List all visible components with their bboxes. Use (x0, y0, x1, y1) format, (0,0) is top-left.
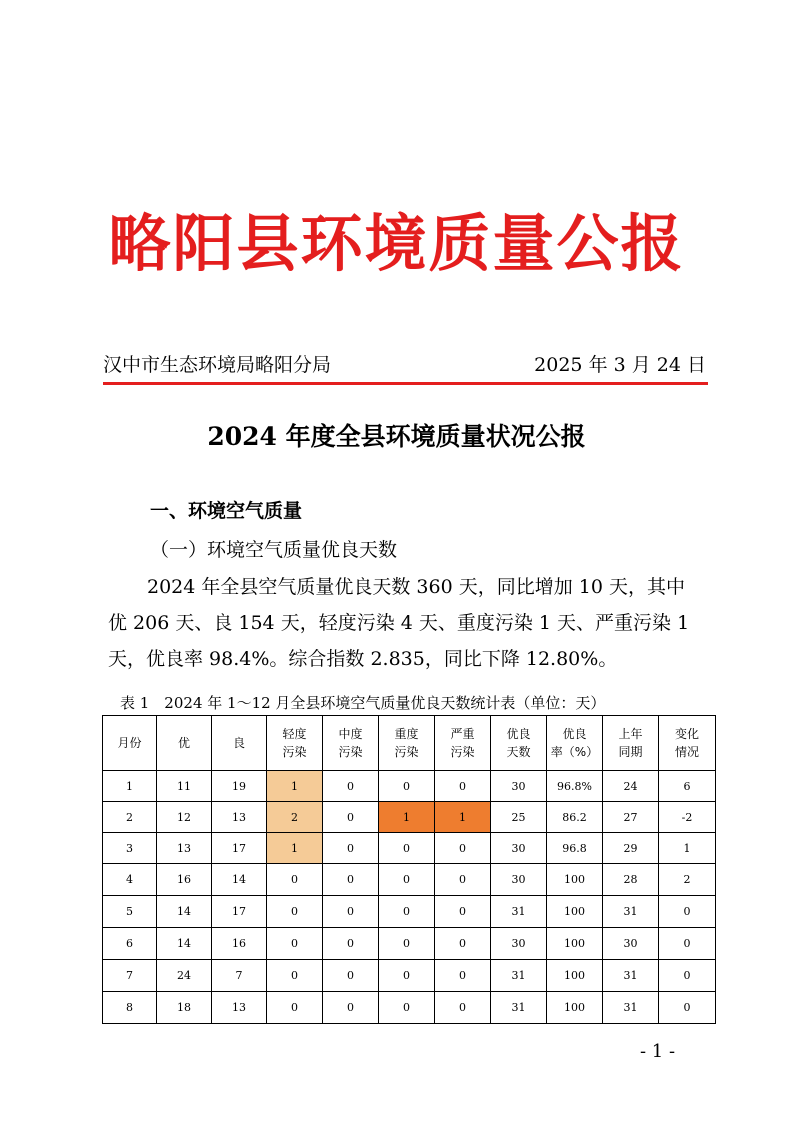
header-text: 情况 (674, 745, 699, 759)
table-header-cell (323, 716, 379, 771)
table-cell: -2 (659, 802, 716, 833)
table-cell: 24 (603, 771, 659, 802)
table-cell: 100 (547, 928, 603, 960)
table-cell: 100 (547, 960, 603, 992)
header-text: 月份 (117, 736, 142, 750)
section-heading: 一、环境空气质量 (150, 500, 303, 522)
table-cell: 0 (379, 771, 435, 802)
table-header-cell (379, 716, 435, 771)
table-row (103, 833, 716, 864)
table-cell: 31 (491, 960, 547, 992)
table-cell: 13 (212, 992, 267, 1024)
header-text: 污染 (338, 745, 363, 759)
table-cell: 96.8 (547, 833, 603, 864)
table-cell: 1 (267, 771, 323, 802)
header-text: 中度 (338, 727, 363, 741)
header-text: 同期 (618, 745, 643, 759)
table-cell: 16 (157, 864, 212, 896)
table-cell: 7 (103, 960, 157, 992)
table-cell: 24 (157, 960, 212, 992)
table-cell: 7 (212, 960, 267, 992)
header-text: 率（%） (550, 745, 599, 759)
table-cell: 100 (547, 864, 603, 896)
table-cell: 2 (103, 802, 157, 833)
air-quality-table (102, 715, 716, 1024)
table-cell: 11 (157, 771, 212, 802)
table-header-cell (212, 716, 267, 771)
header-text: 变化 (674, 727, 699, 741)
header-text: 重度 (394, 727, 419, 741)
table-cell: 29 (603, 833, 659, 864)
table-cell: 13 (212, 802, 267, 833)
table-cell: 0 (379, 992, 435, 1024)
table-cell: 0 (323, 833, 379, 864)
issuer-row (103, 352, 706, 378)
table-cell: 31 (491, 992, 547, 1024)
table-cell: 30 (491, 833, 547, 864)
table-cell: 0 (659, 896, 716, 928)
table-cell: 13 (157, 833, 212, 864)
table-cell: 30 (491, 864, 547, 896)
table-header-cell (603, 716, 659, 771)
table-cell: 17 (212, 896, 267, 928)
table-cell: 1 (103, 771, 157, 802)
table-cell: 30 (491, 771, 547, 802)
table-cell: 31 (603, 992, 659, 1024)
table-cell: 3 (103, 833, 157, 864)
table-cell: 0 (379, 833, 435, 864)
header-text: 污染 (394, 745, 419, 759)
table-cell: 0 (435, 896, 491, 928)
table-cell: 28 (603, 864, 659, 896)
header-text: 优 (177, 736, 190, 750)
table-cell: 0 (379, 960, 435, 992)
table-cell: 86.2 (547, 802, 603, 833)
table-cell: 19 (212, 771, 267, 802)
table-cell: 2 (267, 802, 323, 833)
table-header-cell (157, 716, 212, 771)
table-cell: 96.8% (547, 771, 603, 802)
table-cell: 27 (603, 802, 659, 833)
table-cell: 0 (323, 928, 379, 960)
table-cell: 30 (603, 928, 659, 960)
table-cell: 18 (157, 992, 212, 1024)
table-cell: 0 (267, 896, 323, 928)
table-cell: 0 (435, 864, 491, 896)
table-cell: 0 (323, 896, 379, 928)
table-cell: 0 (379, 896, 435, 928)
table-cell: 2 (659, 864, 716, 896)
table-cell: 30 (491, 928, 547, 960)
table-cell: 1 (379, 802, 435, 833)
table-cell: 0 (267, 864, 323, 896)
table-header-row (103, 716, 716, 771)
table-header-cell (103, 716, 157, 771)
table-cell: 0 (435, 771, 491, 802)
table-cell: 0 (659, 960, 716, 992)
table-row (103, 928, 716, 960)
table-cell: 16 (212, 928, 267, 960)
table-cell: 31 (491, 896, 547, 928)
table-cell: 8 (103, 992, 157, 1024)
table-cell: 14 (157, 928, 212, 960)
table-row (103, 992, 716, 1024)
table-cell: 6 (103, 928, 157, 960)
header-text: 污染 (450, 745, 475, 759)
table-cell: 31 (603, 960, 659, 992)
issue-date: 2025 年 3 月 24 日 (534, 354, 706, 376)
header-text: 污染 (282, 745, 307, 759)
red-divider (103, 382, 708, 385)
table-cell: 0 (323, 771, 379, 802)
table-header-cell (547, 716, 603, 771)
table-row (103, 802, 716, 833)
paragraph-line: 天，优良率 98.4%。综合指数 2.835，同比下降 12.80%。 (108, 648, 618, 670)
table-cell: 100 (547, 992, 603, 1024)
table-cell: 1 (267, 833, 323, 864)
table-row (103, 771, 716, 802)
table-header-cell (491, 716, 547, 771)
table-cell: 0 (267, 992, 323, 1024)
paragraph-line: 优 206 天、良 154 天，轻度污染 4 天、重度污染 1 天、严重污染 1 (108, 612, 690, 634)
table-cell: 0 (659, 992, 716, 1024)
header-text: 天数 (506, 745, 531, 759)
table-cell: 1 (435, 802, 491, 833)
header-text: 严重 (450, 727, 475, 741)
table-cell: 0 (659, 928, 716, 960)
table-cell: 0 (435, 928, 491, 960)
header-text: 轻度 (282, 727, 307, 741)
table-row (103, 896, 716, 928)
table-cell: 100 (547, 896, 603, 928)
table-cell: 0 (267, 928, 323, 960)
table-cell: 14 (157, 896, 212, 928)
table-row (103, 864, 716, 896)
table-row (103, 960, 716, 992)
table-cell: 14 (212, 864, 267, 896)
paragraph-line: 2024 年全县空气质量优良天数 360 天，同比增加 10 天，其中 (147, 576, 685, 598)
table-cell: 17 (212, 833, 267, 864)
table-cell: 0 (323, 960, 379, 992)
table-cell: 0 (435, 960, 491, 992)
table-cell: 6 (659, 771, 716, 802)
table-cell: 0 (379, 928, 435, 960)
table-cell: 0 (379, 864, 435, 896)
header-text: 优良 (562, 727, 587, 741)
table-cell: 1 (659, 833, 716, 864)
header-text: 优良 (506, 727, 531, 741)
table-header-cell (659, 716, 716, 771)
summary-paragraph (108, 569, 688, 677)
issuer-name: 汉中市生态环境局略阳分局 (103, 354, 332, 376)
table-cell: 12 (157, 802, 212, 833)
table-header-cell (267, 716, 323, 771)
table-cell: 4 (103, 864, 157, 896)
table-cell: 0 (267, 960, 323, 992)
table-header-cell (435, 716, 491, 771)
table-cell: 25 (491, 802, 547, 833)
table-caption: 表 1 2024 年 1～12 月全县环境空气质量优良天数统计表（单位：天） (120, 694, 606, 712)
table-cell: 0 (323, 992, 379, 1024)
header-text: 良 (232, 736, 245, 750)
table-cell: 31 (603, 896, 659, 928)
masthead-title: 略阳县环境质量公报 (108, 207, 685, 280)
table-cell: 0 (323, 864, 379, 896)
table-cell: 0 (435, 833, 491, 864)
page-number: - 1 - (640, 1041, 676, 1062)
header-text: 上年 (618, 727, 643, 741)
subsection-heading: （一）环境空气质量优良天数 (150, 539, 398, 561)
document-title: 2024 年度全县环境质量状况公报 (207, 422, 586, 451)
table-cell: 0 (323, 802, 379, 833)
table-cell: 0 (435, 992, 491, 1024)
table-cell: 5 (103, 896, 157, 928)
